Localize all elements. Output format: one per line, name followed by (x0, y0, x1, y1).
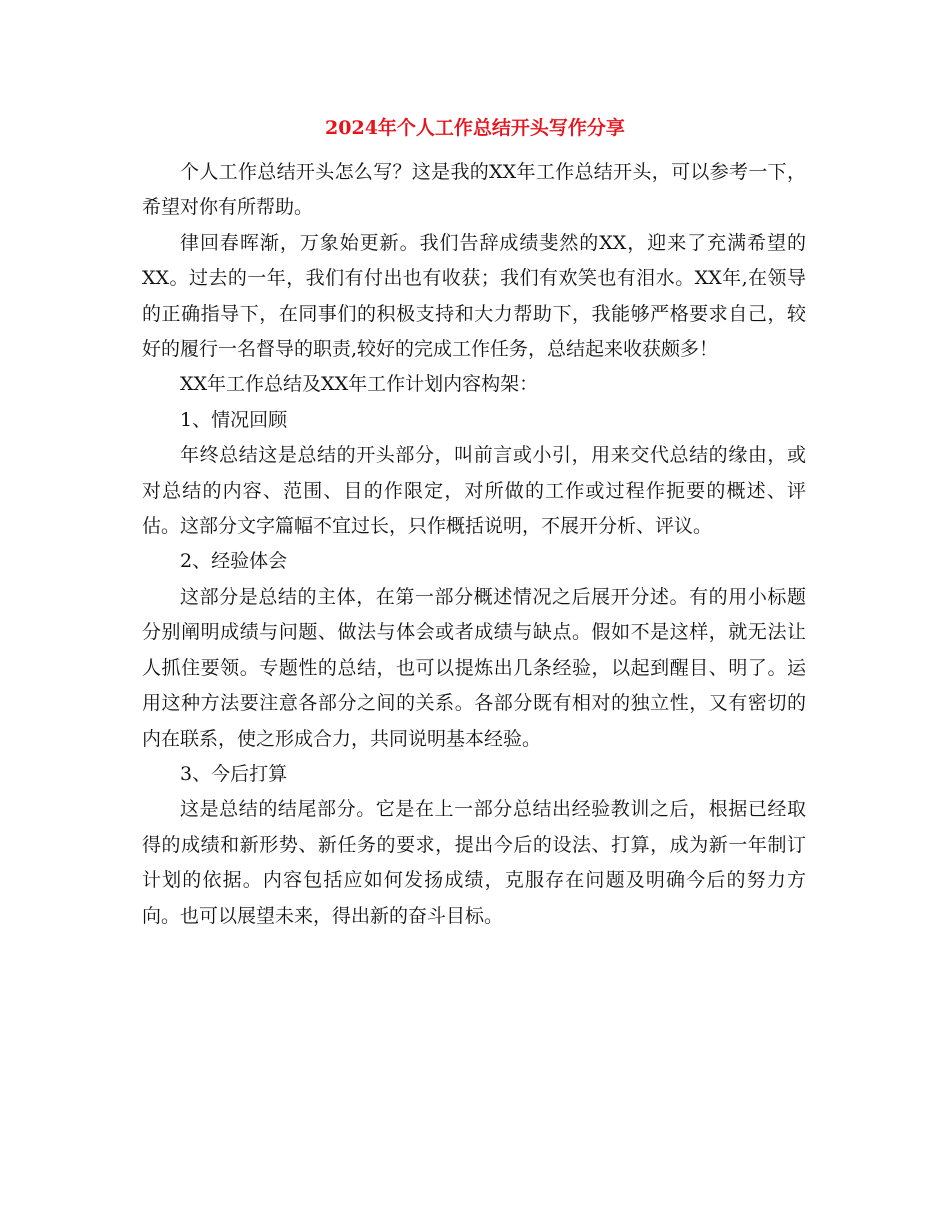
paragraph-framework: XX年工作总结及XX年工作计划内容构架： (180, 373, 539, 396)
paragraph-plan: 这是总结的结尾部分。它是在上一部分总结出经验教训之后，根据已经取得的成绩和新形势、新任务的要求，提出今后的设法、打算，成为新一年制订计划的依据。内容包括应如何发扬成绩，克服存在问题及明确今后的努力方向。也可以展望未来，得出新的奋斗目标。 (142, 798, 806, 927)
section-heading-review: 1、情况回顾 (180, 408, 288, 431)
paragraph-intro: 个人工作总结开头怎么写？这是我的XX年工作总结开头，可以参考一下，希望对你有所帮助。 (142, 161, 806, 219)
paragraph-opening: 律回春晖渐，万象始更新。我们告辞成绩斐然的XX，迎来了充满希望的XX。过去的一年，我们有付出也有收获；我们有欢笑也有泪水。XX年,在领导的正确指导下，在同事们的积极支持和大力帮助下，我能够严格要求自己，较好的履行一名督导的职责,较好的完成工作任务，总结起来收获颇多！ (142, 231, 806, 361)
paragraph-experience: 这部分是总结的主体，在第一部分概述情况之后展开分述。有的用小标题分别阐明成绩与问题、做法与体会或者成绩与缺点。假如不是这样，就无法让人抓住要领。专题性的总结，也可以提炼出几条经验，以起到醒目、明了。运用这种方法要注意各部分之间的关系。各部分既有相对的独立性，又有密切的内在联系，使之形成合力，共同说明基本经验。 (142, 585, 806, 750)
paragraph-review: 年终总结这是总结的开头部分，叫前言或小引，用来交代总结的缘由，或对总结的内容、范围、目的作限定，对所做的工作或过程作扼要的概述、评估。这部分文字篇幅不宜过长，只作概括说明，不展开分析、评议。 (142, 444, 806, 538)
document-title: 2024年个人工作总结开头写作分享 (325, 117, 625, 139)
section-heading-experience: 2、经验体会 (180, 550, 288, 573)
section-heading-plan: 3、今后打算 (180, 762, 288, 785)
document-body (142, 155, 806, 934)
